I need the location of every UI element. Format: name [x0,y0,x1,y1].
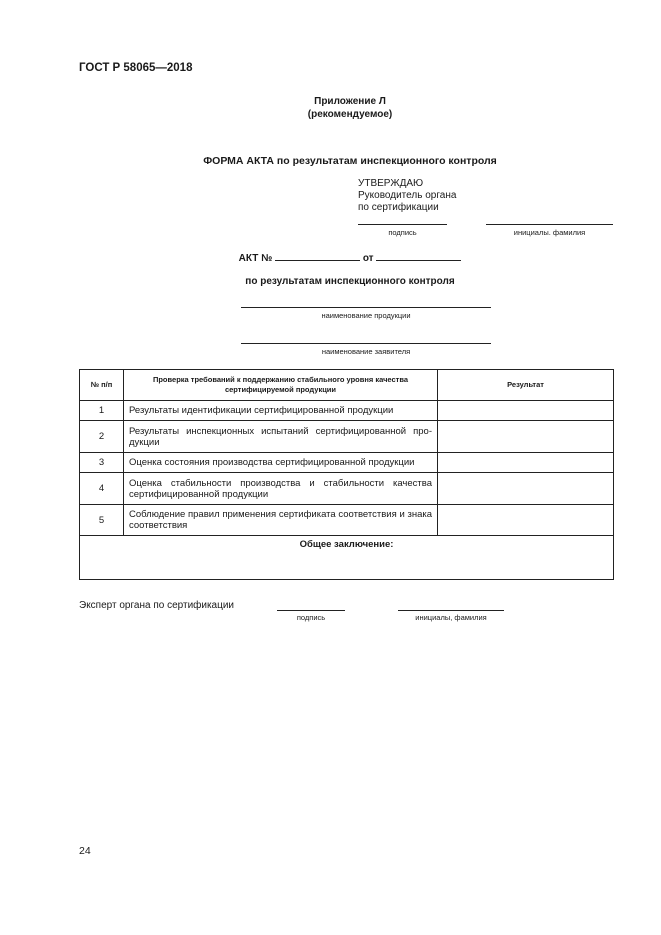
act-date-blank [376,250,461,261]
row-number: 5 [80,505,124,536]
form-title: ФОРМА АКТА по результатам инспекционного контроля [203,155,497,167]
applicant-name-line [241,343,491,344]
table-row [80,453,614,473]
conclusion-row [80,536,614,580]
row-result [438,473,614,505]
row-description: Результаты инспекционных испытаний сертифицированной про-дукции [124,421,438,453]
product-name-line [241,307,491,308]
row-number: 4 [80,473,124,505]
approval-name-line [486,224,613,225]
row-result [438,421,614,453]
applicant-name-caption: наименование заявителя [321,347,411,356]
act-date-label: от [362,253,374,264]
expert-name-caption: инициалы, фамилия [415,613,487,622]
table-header-row [80,370,614,401]
act-number-label: АКТ № [238,253,273,264]
header-requirement: Проверка требований к поддержанию стабильного уровня качества сертифицируемой продукции [124,370,438,401]
standard-number: ГОСТ Р 58065—2018 [79,62,193,74]
appendix-subtitle: (рекомендуемое) [307,109,393,120]
approval-line-3: по сертификации [358,202,439,213]
table-row [80,421,614,453]
row-number: 3 [80,453,124,473]
act-header [0,250,661,264]
row-description: Оценка состояния производства сертифицированной продукции [124,453,438,473]
expert-signature-caption: подпись [296,613,326,622]
table-row [80,401,614,421]
header-result: Результат [438,370,614,401]
row-result [438,505,614,536]
row-number: 1 [80,401,124,421]
table-row [80,473,614,505]
approval-signature-caption: подпись [388,228,417,237]
row-description: Оценка стабильности производства и стабильности качества сертифицированной продукции [124,473,438,505]
header-num: № п/п [80,370,124,401]
expert-label: Эксперт органа по сертификации [79,600,235,611]
row-number: 2 [80,421,124,453]
row-result [438,401,614,421]
row-description: Результаты идентификации сертифицированной продукции [124,401,438,421]
product-name-caption: наименование продукции [321,311,411,320]
appendix-heading [0,95,661,121]
act-subtitle: по результатам инспекционного контроля [245,276,455,287]
appendix-title: Приложение Л [314,96,386,107]
conclusion-label: Общее заключение: [80,536,614,580]
approval-line-2: Руководитель органа [358,190,457,201]
page-number: 24 [79,845,91,857]
inspection-table [79,369,614,580]
approval-line-1: УТВЕРЖДАЮ [358,178,424,189]
expert-name-line [398,610,504,611]
approval-name-caption: инициалы. фамилия [513,228,586,237]
approval-block [358,178,456,214]
act-number-blank [275,250,360,261]
table-row [80,505,614,536]
approval-signature-line [358,224,447,225]
expert-signature-line [277,610,345,611]
row-result [438,453,614,473]
row-description: Соблюдение правил применения сертификата соответствия и знака соответствия [124,505,438,536]
